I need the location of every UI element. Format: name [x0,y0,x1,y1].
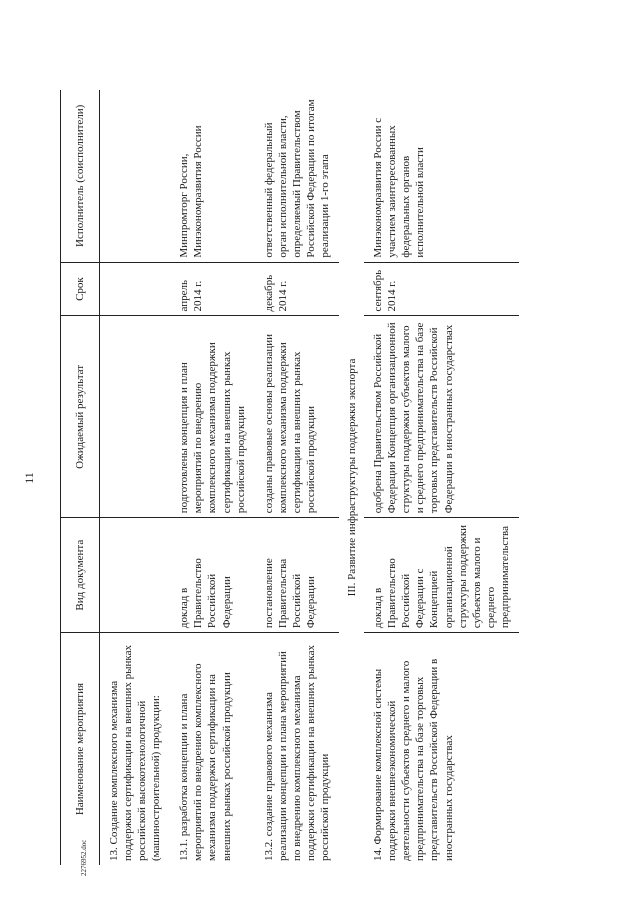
table-row [170,90,254,865]
row-name: 13.2. создание правового механизма реализации концепции и плана мероприятий по внедрению комплексного механизма поддержки сертификации на внешних рынках российской продукции [262,645,332,861]
row-term: сентябрь 2014 г. [364,262,519,316]
row-executor: ответственный федеральный орган исполнительной власти, определяемый Правительством Российской Федерации по итогам реализации 1-го этапа [255,90,339,262]
section-title: III. Развитие инфраструктуры поддержки экспорта [346,358,359,597]
row-term: апрель 2014 г. [170,262,254,316]
row-result: созданы правовые основы реализации комплексного механизма поддержки сертификации на внешних рынках российской продукции [255,316,339,518]
header-result: Ожидаемый результат [61,316,100,518]
table-row [255,90,339,865]
row-term: декабрь 2014 г. [255,262,339,316]
row-result: одобрена Правительством Российской Федерации Концепция организационной структуры поддержки субъектов малого и среднего предпринимательства на базе торговых представительств Российской Федерации в иностранных государствах [364,316,519,518]
row-document: доклад в Правительство Российской Федерации [170,518,254,633]
row-document [100,518,171,633]
page-number: 11 [22,472,36,484]
row-name: 13. Создание комплексного механизма поддержки сертификации на внешних рынках российской высокотехнологичной (машиностроительной) продукции: [108,645,163,861]
row-executor: Минэкономразвития России с участием заинтересованных федеральных органов исполнительной власти [364,90,519,262]
row-executor [100,90,171,262]
row-name: 13.1. разработка концепции и плана мероприятий по внедрению комплексного механизма поддержки сертификации на внешних рынках российской продукции [178,663,233,861]
row-term [100,262,171,316]
table-row [100,90,171,865]
row-name: 14. Формирование комплексной системы поддержки внешнеэкономической деятельности субъектов среднего и малого предпринимательства на базе торговых представительств Российской Федерации в иностранных государствах [372,658,455,861]
section-row [339,90,364,865]
row-executor: Минпромторг России, Минэкономразвития России [170,90,254,262]
row-document: постановление Правительства Российской Федерации [255,518,339,633]
row-result: подготовлены концепция и план мероприятий по внедрению комплексного механизма поддержки сертификации на внешних рынках российской продукции [170,316,254,518]
footer-code: 2276952.doc [80,839,88,876]
rotated-table-sheet [60,90,580,865]
header-executor: Исполнитель (соисполнители) [61,90,100,262]
table-row [364,90,519,865]
header-document: Вид документа [61,518,100,633]
header-name: Наименование мероприятия [61,633,100,865]
measures-table [60,90,519,865]
footer [80,839,100,896]
header-term: Срок [61,262,100,316]
row-document: доклад в Правительство Российской Федерации с Концепцией организационной структуры поддержки субъектов малого и среднего предпринимательства [364,518,519,633]
table-header-row [61,90,100,865]
row-result [100,316,171,518]
